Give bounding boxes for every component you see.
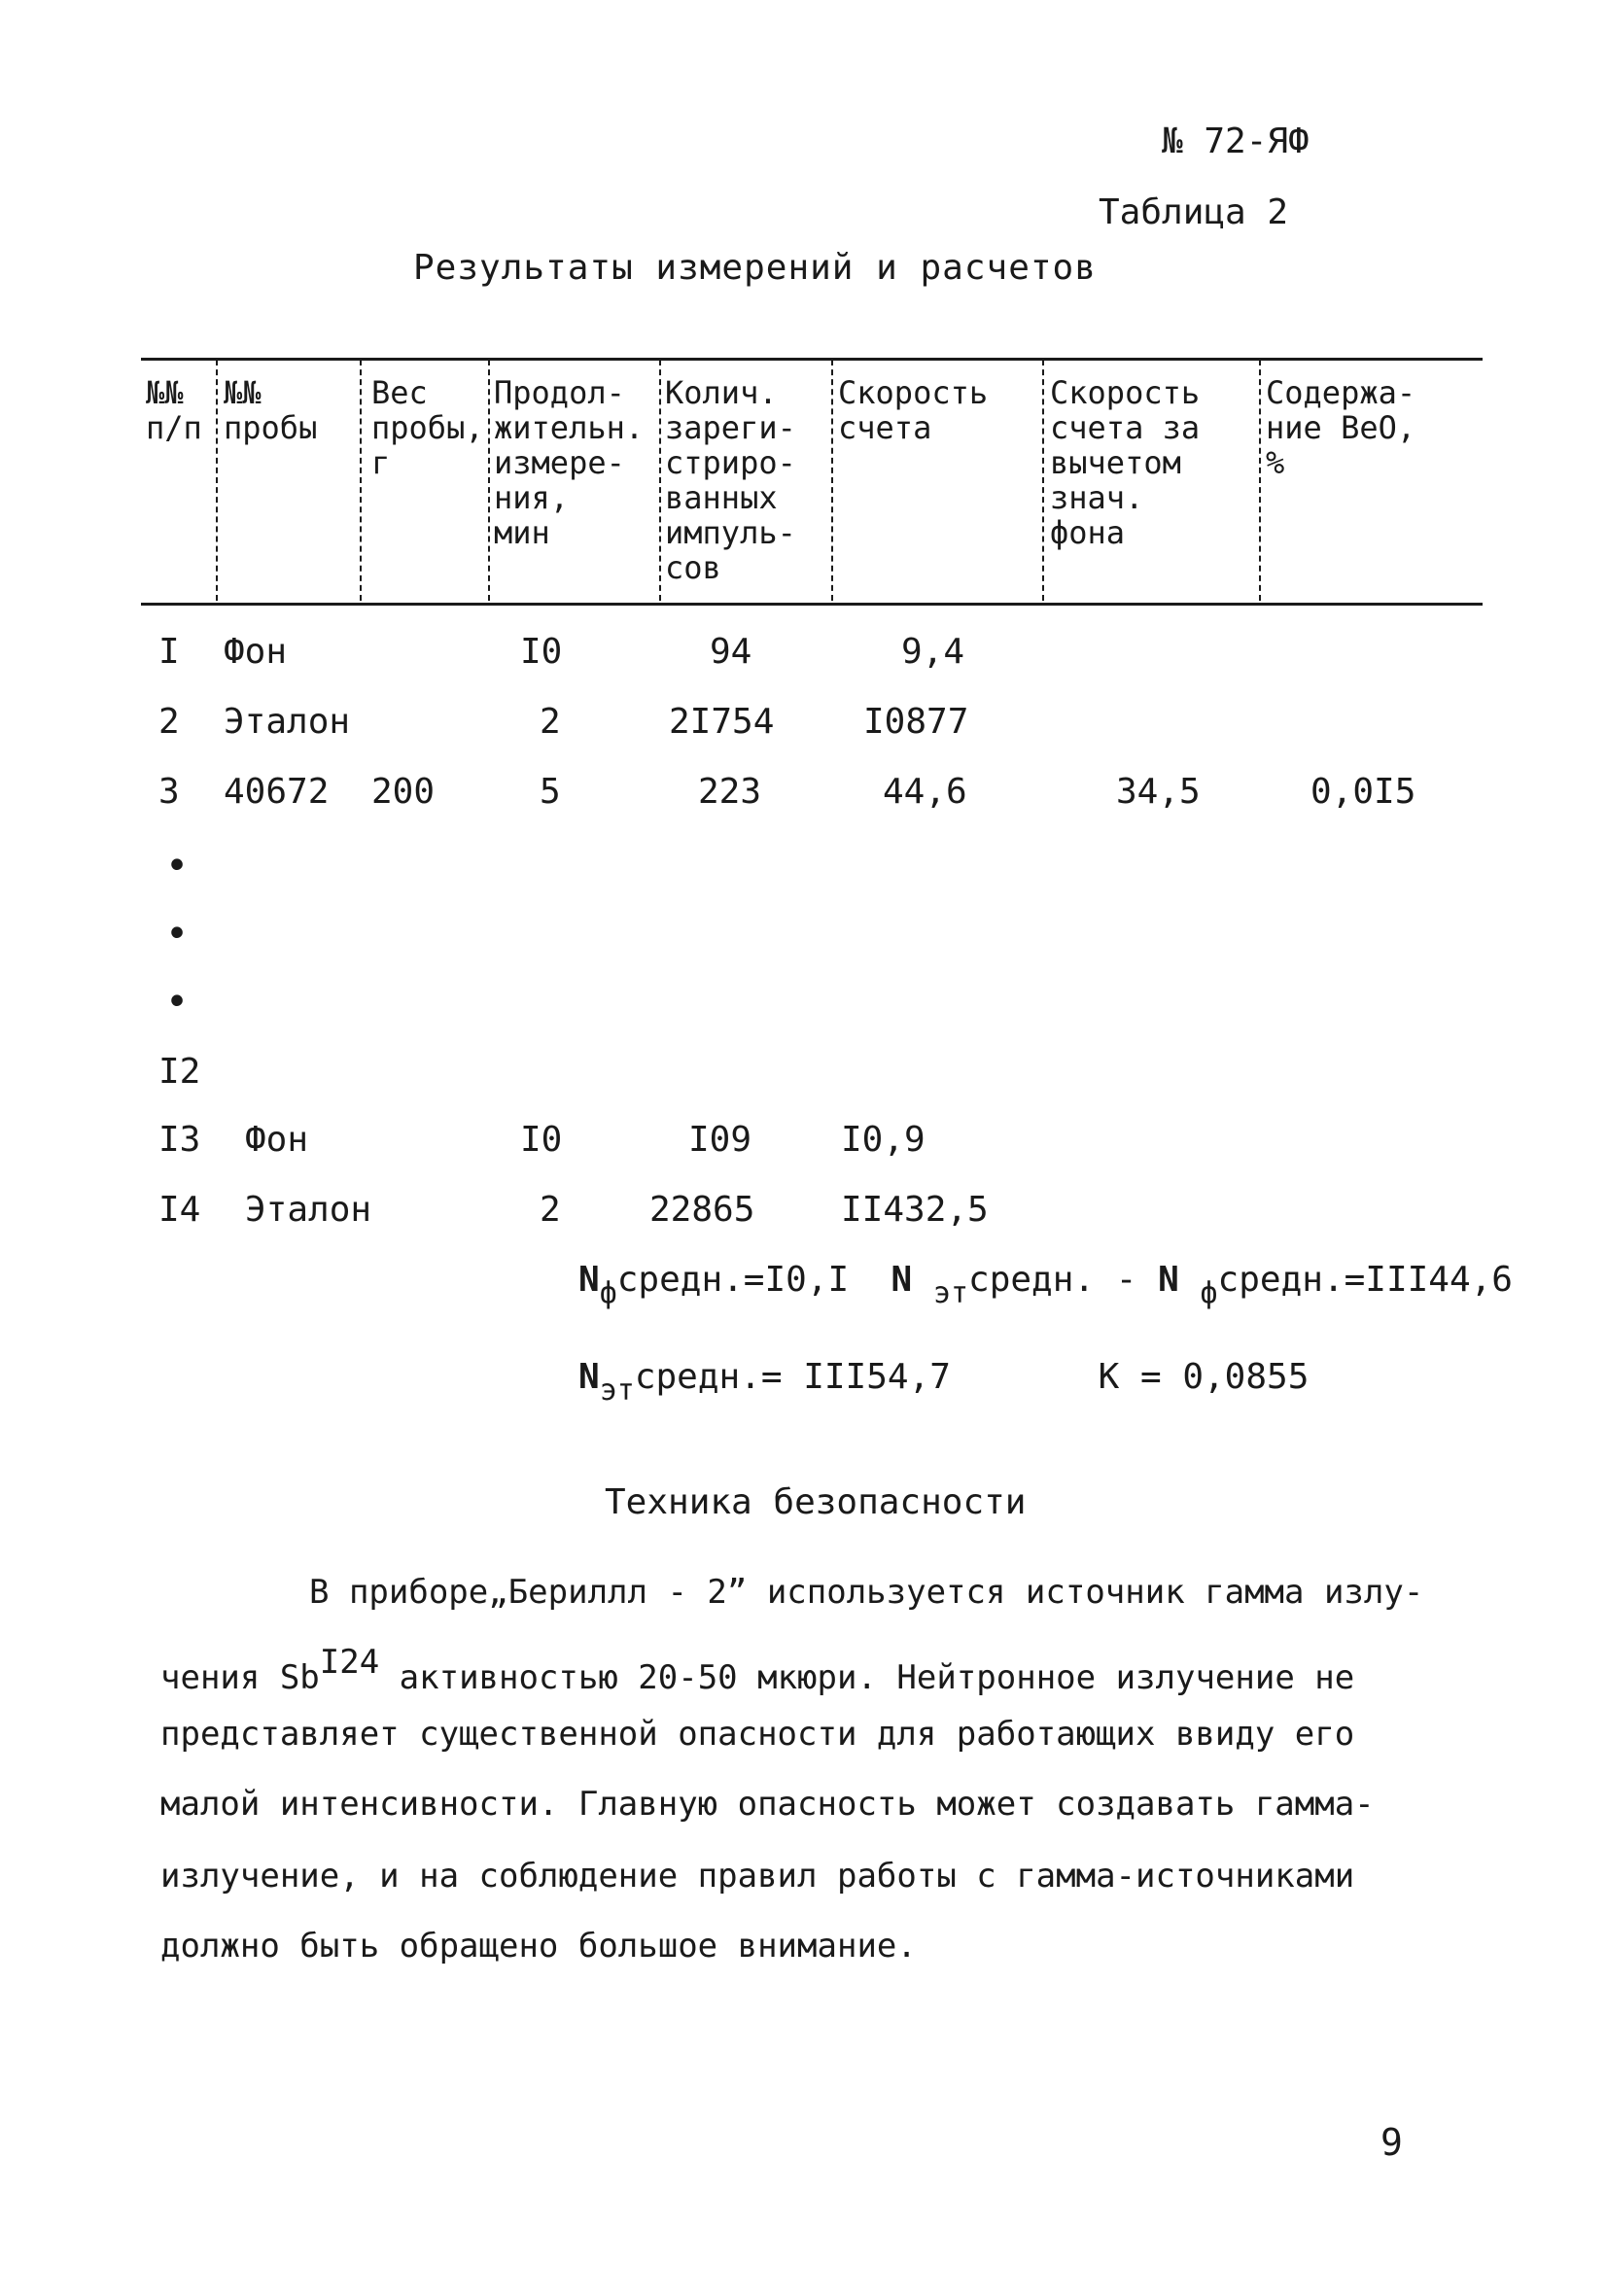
row-3-rate: 44,6 [883, 772, 967, 812]
col-header-beo-content: Содержа- ние BeO, % [1266, 374, 1416, 481]
ellipsis-dot: • [165, 912, 190, 957]
row-14-rate: II432,5 [841, 1190, 989, 1230]
paragraph-text: В приборе [309, 1573, 489, 1612]
paragraph-line-3: представляет существенной опасности для работающих ввиду его [160, 1715, 1355, 1754]
formula-text: средн.= III54,7 [634, 1357, 951, 1397]
col-header-row-num: №№ п/п [146, 374, 202, 446]
row-1-num: I [158, 632, 180, 672]
row-13-num: I3 [158, 1120, 201, 1160]
column-separator [360, 360, 362, 601]
page-number: 9 [1380, 2121, 1403, 2164]
row-3-content: 0,0I5 [1310, 772, 1416, 812]
table-top-rule [141, 358, 1483, 361]
column-separator [831, 360, 833, 601]
row-3-sample: 40672 [224, 772, 330, 812]
row-1-duration: I0 [520, 632, 563, 672]
row-1-count: 94 [710, 632, 752, 672]
row-13-duration: I0 [520, 1120, 563, 1160]
formula-symbol: N [891, 1260, 913, 1300]
isotope-superscript: I24 [319, 1643, 380, 1682]
row-14-duration: 2 [540, 1190, 561, 1230]
formula-line-1 [578, 1260, 1513, 1310]
row-2-num: 2 [158, 702, 180, 742]
formula-subscript: эт [932, 1276, 969, 1310]
row-13-sample: Фон [245, 1120, 309, 1160]
col-header-duration: Продол- жительн. измере- ния, мин [494, 374, 645, 551]
row-3-net-rate: 34,5 [1116, 772, 1201, 812]
row-2-rate: I0877 [863, 702, 969, 742]
column-separator [216, 360, 218, 601]
paragraph-line-4: малой интенсивности. Главную опасность может создавать гамма- [160, 1785, 1375, 1824]
column-separator [1259, 360, 1261, 601]
formula-subscript: эт [599, 1374, 635, 1408]
formula-symbol: N [578, 1260, 600, 1300]
table-header-rule [141, 603, 1483, 606]
row-3-count: 223 [698, 772, 762, 812]
row-2-duration: 2 [540, 702, 561, 742]
row-14-num: I4 [158, 1190, 201, 1230]
formula-symbol: N [578, 1357, 600, 1397]
document-number: № 72-ЯФ [1162, 122, 1310, 161]
paragraph-line-6: должно быть обращено большое внимание. [160, 1927, 917, 1966]
col-header-net-rate: Скорость счета за вычетом знач. фона [1050, 374, 1201, 551]
row-1-rate: 9,4 [901, 632, 965, 672]
ellipsis-dot: • [165, 844, 190, 888]
paragraph-line-5: излучение, и на соблюдение правил работы с гамма-источниками [160, 1857, 1355, 1896]
formula-subscript: ф [1200, 1276, 1218, 1310]
formula-text: средн.=I0,I [616, 1260, 850, 1300]
paragraph-line-2 [160, 1643, 1354, 1697]
row-3-num: 3 [158, 772, 180, 812]
row-3-weight: 200 [371, 772, 436, 812]
column-separator [488, 360, 490, 601]
paragraph-text: активностью 20-50 мкюри. Нейтронное излучение не [379, 1658, 1355, 1697]
row-14-sample: Эталон [245, 1190, 372, 1230]
row-3-duration: 5 [540, 772, 561, 812]
column-separator [659, 360, 661, 601]
col-header-weight: Вес пробы, г [371, 374, 484, 481]
row-1-sample: Фон [224, 632, 288, 672]
table-label: Таблица 2 [1099, 192, 1289, 232]
row-14-count: 22865 [649, 1190, 755, 1230]
section-title: Техника безопасности [605, 1482, 1027, 1522]
paragraph-line-1 [309, 1573, 1423, 1612]
formula-k-coefficient: K = 0,0855 [1098, 1357, 1310, 1397]
column-separator [1042, 360, 1044, 601]
formula-subscript: ф [599, 1276, 617, 1310]
ellipsis-dot: • [165, 980, 190, 1025]
row-12-num: I2 [158, 1052, 201, 1092]
paragraph-text: используется источник гамма излу- [747, 1573, 1424, 1612]
col-header-pulse-count: Колич. зареги- стриро- ванных импуль- сов [665, 374, 796, 586]
table-title: Результаты измерений и расчетов [413, 248, 1097, 288]
row-2-count: 2I754 [669, 702, 775, 742]
formula-symbol: N [1158, 1260, 1179, 1300]
paragraph-text: чения Sb [160, 1658, 320, 1697]
row-13-count: I09 [688, 1120, 752, 1160]
formula-text: средн.=III44,6 [1217, 1260, 1513, 1300]
row-2-sample: Эталон [224, 702, 351, 742]
col-header-count-rate: Скорость счета [838, 374, 989, 446]
row-13-rate: I0,9 [841, 1120, 926, 1160]
formula-text: средн. - [968, 1260, 1159, 1300]
instrument-name: „Бериллл - 2” [488, 1573, 748, 1612]
formula-line-2 [578, 1357, 1309, 1408]
col-header-sample-num: №№ пробы [224, 374, 318, 446]
